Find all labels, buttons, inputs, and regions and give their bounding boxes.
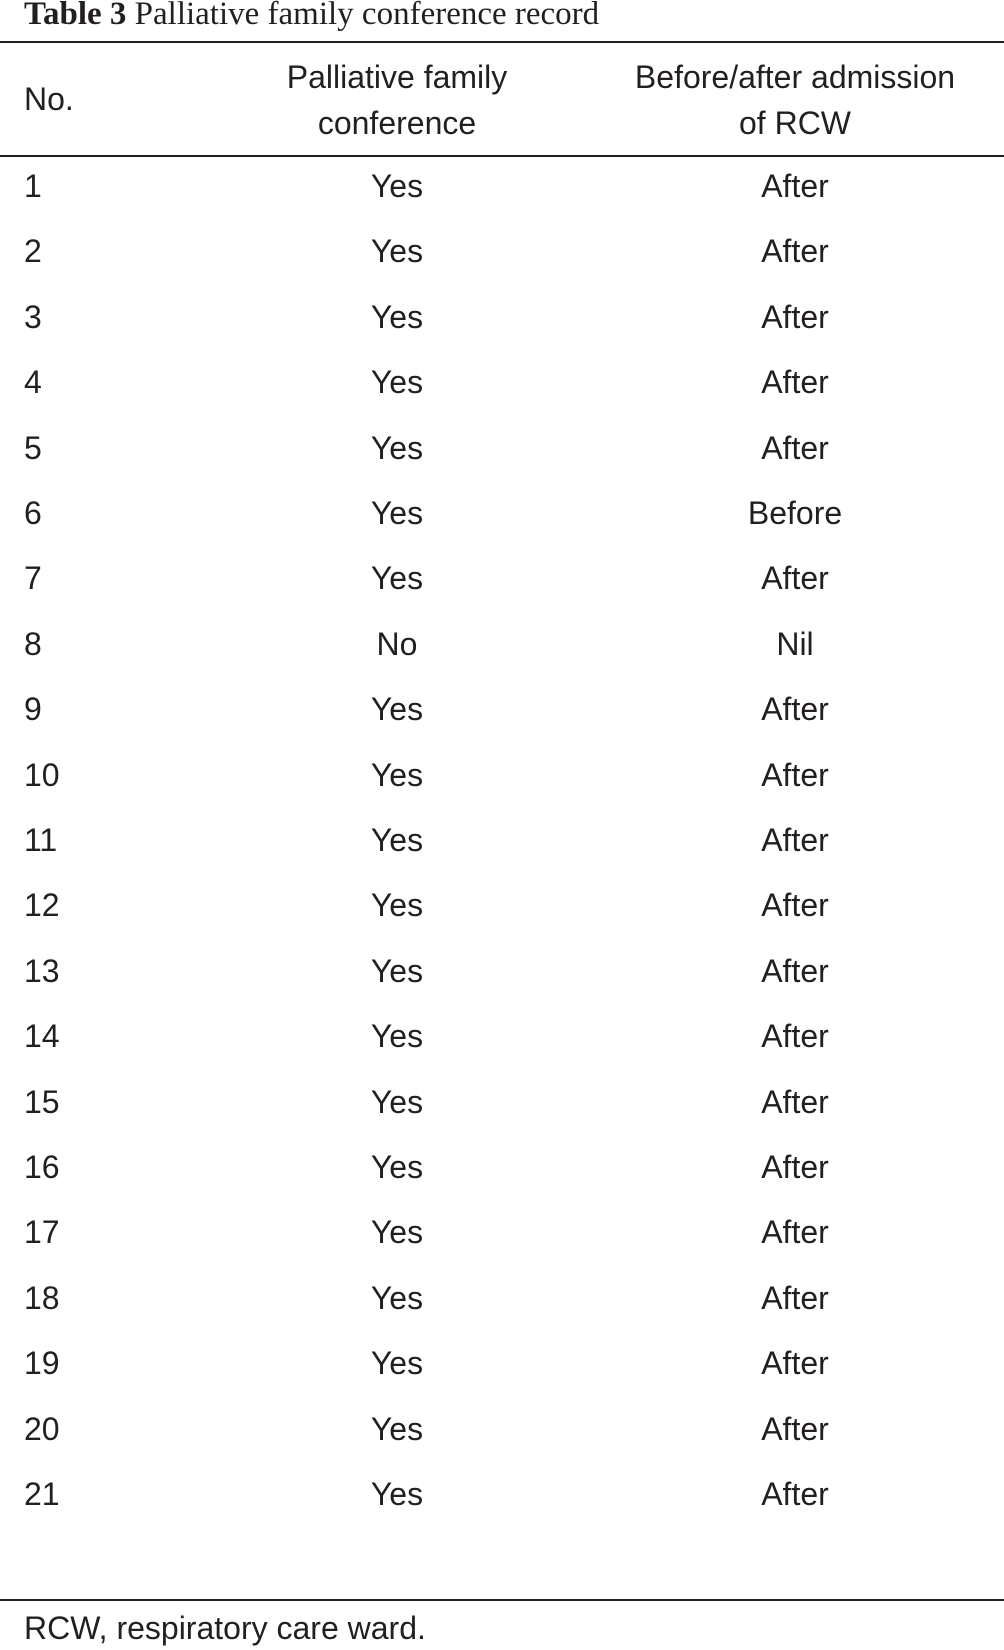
row-number: 14 <box>24 1018 60 1054</box>
header-timing <box>595 54 995 146</box>
row-number: 18 <box>24 1280 60 1316</box>
row-conference: Yes <box>370 364 424 400</box>
row-timing: After <box>761 364 829 400</box>
row-timing: After <box>761 1411 829 1447</box>
row-conference: Yes <box>370 887 424 923</box>
row-number: 12 <box>24 887 60 923</box>
row-number: 5 <box>24 430 42 466</box>
row-conference: Yes <box>370 233 424 269</box>
row-number: 6 <box>24 495 42 531</box>
row-conference: Yes <box>370 757 424 793</box>
top-rule <box>0 41 1004 43</box>
row-conference: Yes <box>370 1476 424 1512</box>
row-timing: After <box>761 822 829 858</box>
row-conference: Yes <box>370 495 424 531</box>
row-timing: After <box>761 1084 829 1120</box>
row-number: 1 <box>24 168 42 204</box>
header-timing-line-2: of RCW <box>739 105 851 141</box>
row-timing: After <box>761 233 829 269</box>
row-conference: Yes <box>370 953 424 989</box>
row-conference: Yes <box>370 299 424 335</box>
row-number: 9 <box>24 691 42 727</box>
row-number: 2 <box>24 233 42 269</box>
table-footnote: RCW, respiratory care ward. <box>24 1610 426 1646</box>
row-timing: After <box>761 1345 829 1381</box>
row-number: 3 <box>24 299 42 335</box>
table-number: Table 3 <box>24 0 127 32</box>
row-timing: After <box>761 168 829 204</box>
row-conference: Yes <box>370 1411 424 1447</box>
row-conference: No <box>376 626 418 662</box>
row-timing: After <box>761 757 829 793</box>
row-timing: Nil <box>776 626 814 662</box>
row-number: 4 <box>24 364 42 400</box>
bottom-rule <box>0 1599 1004 1601</box>
row-timing: After <box>761 691 829 727</box>
row-conference: Yes <box>370 822 424 858</box>
row-number: 16 <box>24 1149 60 1185</box>
row-timing: After <box>761 1476 829 1512</box>
row-conference: Yes <box>370 1018 424 1054</box>
row-conference: Yes <box>370 560 424 596</box>
row-conference: Yes <box>370 430 424 466</box>
row-conference: Yes <box>370 1149 424 1185</box>
row-number: 13 <box>24 953 60 989</box>
row-number: 11 <box>24 822 58 858</box>
row-timing: After <box>761 1149 829 1185</box>
row-number: 21 <box>24 1476 60 1512</box>
row-conference: Yes <box>370 691 424 727</box>
row-conference: Yes <box>370 168 424 204</box>
row-conference: Yes <box>370 1214 424 1250</box>
header-no: No. <box>24 81 74 117</box>
row-timing: After <box>761 1280 829 1316</box>
row-number: 19 <box>24 1345 60 1381</box>
row-timing: After <box>761 953 829 989</box>
row-timing: After <box>761 887 829 923</box>
table-title: Palliative family conference record <box>134 0 600 32</box>
row-timing: After <box>761 560 829 596</box>
row-number: 20 <box>24 1411 60 1447</box>
header-conference-line-1: Palliative family <box>286 59 508 95</box>
table-caption <box>24 0 599 34</box>
row-timing: After <box>761 299 829 335</box>
row-number: 8 <box>24 626 42 662</box>
header-conference <box>217 54 577 146</box>
row-conference: Yes <box>370 1345 424 1381</box>
row-timing: After <box>761 430 829 466</box>
row-number: 10 <box>24 757 60 793</box>
row-timing: Before <box>747 495 843 531</box>
row-conference: Yes <box>370 1280 424 1316</box>
header-timing-line-1: Before/after admission <box>634 59 956 95</box>
row-number: 7 <box>24 560 42 596</box>
row-number: 17 <box>24 1214 60 1250</box>
row-conference: Yes <box>370 1084 424 1120</box>
row-timing: After <box>761 1018 829 1054</box>
row-timing: After <box>761 1214 829 1250</box>
header-rule <box>0 155 1004 157</box>
header-conference-line-2: conference <box>317 105 477 141</box>
row-number: 15 <box>24 1084 60 1120</box>
